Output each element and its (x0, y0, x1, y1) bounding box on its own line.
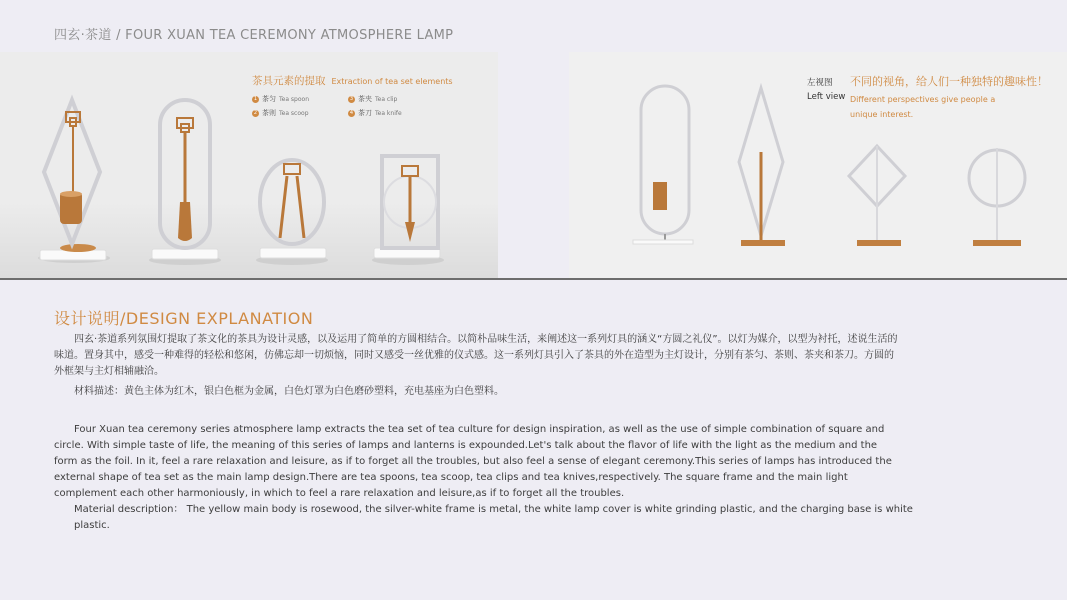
left-view-label: 左视图 Left view (807, 78, 846, 102)
material-paragraph-en: Material description： The yellow main body is rosewood, the silver-white frame is metal, the white lamp cover is white grinding plastic, and the charging base is white plastic. (74, 504, 913, 531)
extraction-title: 茶具元素的提取 Extraction of tea set elements (252, 75, 453, 87)
lamp-circle-side-view (969, 148, 1025, 246)
extraction-item-tea-scoop: 2 茶则 Tea scoop (253, 109, 309, 117)
left-view-panel (569, 52, 1067, 278)
lamp-diamond-view (739, 88, 785, 246)
lamp-diamond-side-view (849, 146, 905, 246)
design-paragraph-en: Four Xuan tea ceremony series atmosphere lamp extracts the tea set of tea culture for design inspiration, as well as the use of simple combination of square and circle. With simple taste of life, the meaning of this series of lamps and lanterns is expounded.Let's talk about the flavor of life with the light as the medium and the form as the foil. In it, feel a rare relaxation and leisure, as if to forget all the troubles, but also feel a sense of elegant ceremony.This series of lamps has introduced the external shape of tea set as the main lamp design.There are tea spoons, tea scoop, tea clips and tea knives,respectively. The square frame and the main light complement each other harmoniously, in which to feel a rare relaxation and leisure,as if to forget all the troubles. (54, 424, 892, 499)
extraction-item-tea-knife: 4 茶刀 Tea knife (349, 109, 402, 117)
material-paragraph-cn: 材料描述：黄色主体为红木，银白色框为金属，白色灯罩为白色磨砂塑料，充电基座为白色塑料。 (74, 386, 504, 397)
left-view-caption-en: Different perspectives give people a unique interest. (850, 95, 996, 119)
section-divider (0, 278, 1067, 280)
product-lineup-panel (0, 52, 498, 278)
extraction-item-tea-clip: 3 茶夹 Tea clip (349, 95, 398, 103)
left-view-caption-cn: 不同的视角，给人们一种独特的趣味性！ (850, 75, 1048, 88)
page-title: 四玄·茶道 / FOUR XUAN TEA CEREMONY ATMOSPHERE LAMP (54, 28, 454, 43)
lamp-front-view (633, 86, 693, 244)
design-paragraph-cn: 四玄·茶道系列氛围灯提取了茶文化的茶具为设计灵感，以及运用了简单的方圆相结合。以简朴品味生活，来阐述这一系列灯具的涵义“方圆之礼仪”。以灯为媒介，以型为衬托，述说生活的味道。置身其中，感受一种难得的轻松和悠闲，仿佛忘却一切烦恼，同时又感受一丝优雅的仪式感。这一系列灯具引入了茶具的外在造型为主灯设计，分别有茶匀、茶则、茶夹和茶刀。方圆的外框架与主灯相辅融洽。 (54, 334, 898, 377)
extraction-item-tea-spoon: 1 茶匀 Tea spoon (253, 95, 309, 103)
design-explanation-heading: 设计说明/DESIGN EXPLANATION (54, 309, 314, 328)
